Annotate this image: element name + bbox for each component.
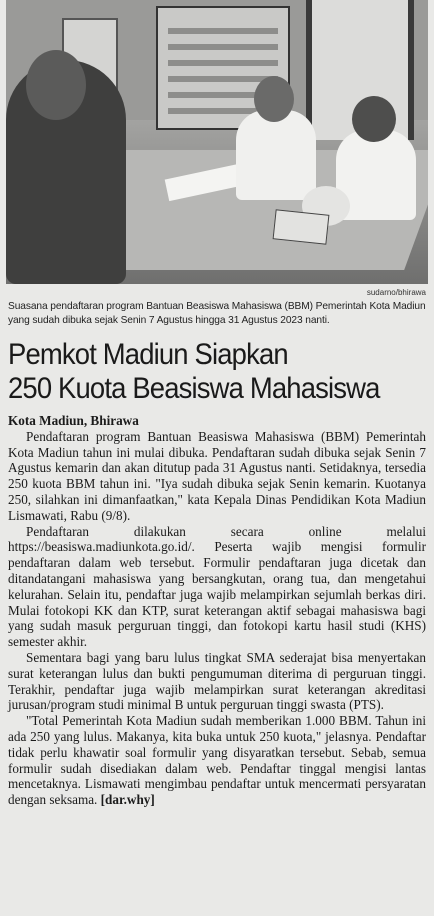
headline-line-2: 250 Kuota Beasiswa Mahasiswa <box>8 372 380 405</box>
dateline: Kota Madiun, Bhirawa <box>8 413 139 428</box>
headline <box>8 338 399 406</box>
paragraph-1: Pendaftaran program Bantuan Beasiswa Mahasiswa (BBM) Pemerintah Kota Madiun tahun ini mulai dibuka. Pendaftaran sudah dibuka sejak Senin 7 Agustus kemarin dan akan ditutup pada 31 Agustus nanti. Setidaknya, tersedia 250 kuota BBM tahun ini. "Iya sudah dibuka sejak Senin kemarin. Kuotanya 250, silahkan ini dimanfaatkan," kata Kepala Dinas Pendidikan Kota Madiun Lismawati, Rabu (9/8). <box>8 428 426 523</box>
photo-caption: Suasana pendaftaran program Bantuan Beasiswa Mahasiswa (BBM) Pemerintah Kota Madiun yang sudah dibuka sejak Senin 7 Agustus hingga 31 Agustus 2023 nanti. <box>8 301 426 326</box>
headline-line-1: Pemkot Madiun Siapkan <box>8 338 288 371</box>
news-photo <box>6 0 428 284</box>
sign-off: [dar.why] <box>100 792 155 808</box>
paragraph-4-text: "Total Pemerintah Kota Madiun sudah memberikan 1.000 BBM. Tahun ini ada 250 yang lulus. Makanya, kita buka untuk 250 kuota," jelasnya. Pendaftar tidak perlu khawatir soal formulir yang disyaratkan tersebut. Sebab, semua formulir sudah disediakan dalam web. Pendaftar tinggal mengisi lantas mencetaknya. Lismawati mengimbau pendaftar untuk mencermati persyaratan dengan seksama. <box>8 713 426 808</box>
paragraph-4 <box>8 713 426 808</box>
paragraph-2: Pendaftaran dilakukan secara online melalui https://beasiswa.madiunkota.go.id/. Peserta wajib mengisi formulir pendaftaran dalam web tersebut. Formulir pendaftaran juga dicetak dan ditandatangani mahasiswa yang bersangkutan, orang tua, dan mengetahui kelurahan. Selain itu, pendaftar juga wajib melampirkan sejumlah berkas diri. Mulai fotokopi KK dan KTP, surat keterangan aktif sebagai mahasiswa bagi yang sudah masuk perguruan tinggi, dan fotokopi kartu hasil studi (KHS) semester akhir. <box>8 523 426 650</box>
article-body <box>8 413 426 808</box>
photo-credit: sudarno/bhirawa <box>366 288 426 297</box>
paragraph-3: Sementara bagi yang baru lulus tingkat SMA sederajat bisa menyertakan surat keterangan lulus dan bukti pengumuman diterima di perguruan tinggi. Terakhir, pendaftar juga wajib melampirkan surat keterangan akreditasi jurusan/program studi minimal B untuk perguruan tinggi swasta (PTS). <box>8 649 426 713</box>
